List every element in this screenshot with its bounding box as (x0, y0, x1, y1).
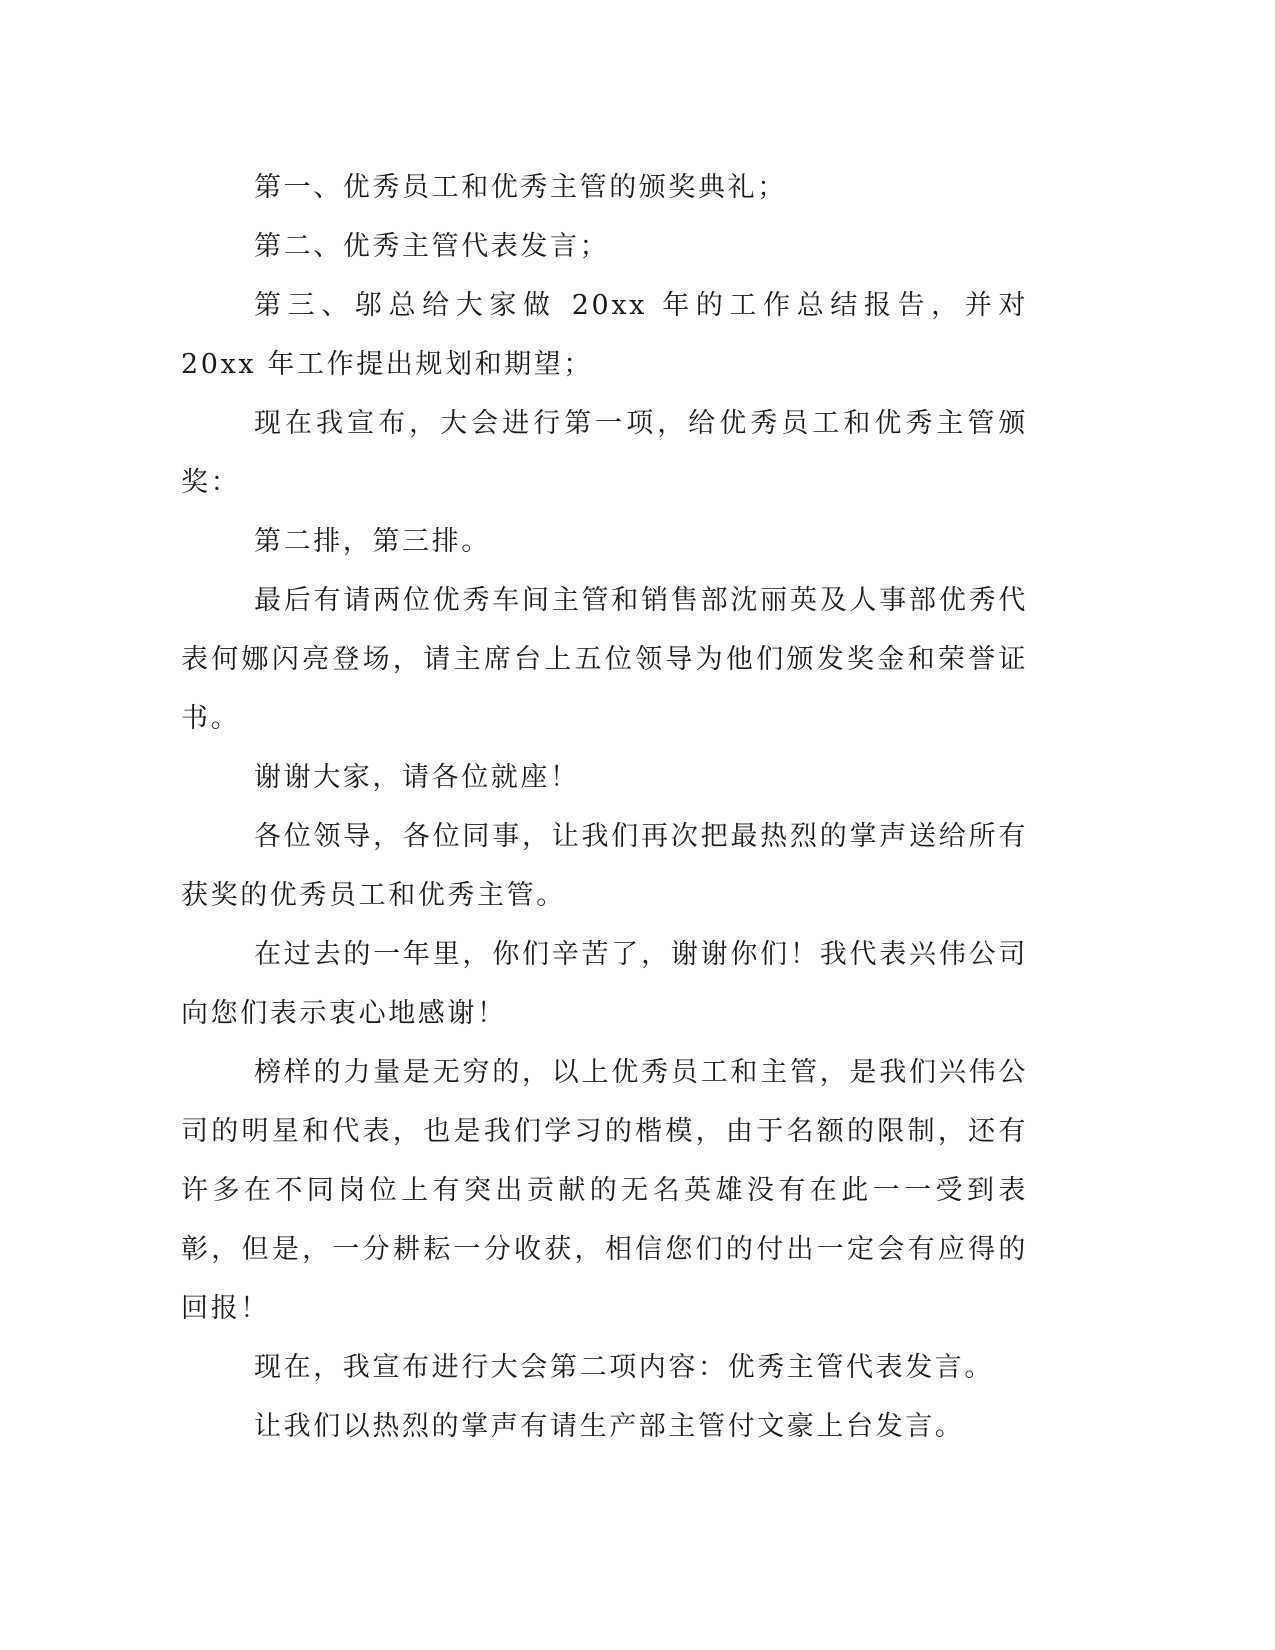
paragraph-rows: 第二排，第三排。 (254, 526, 491, 557)
document-body (181, 158, 1040, 1456)
paragraph-thanks: 在过去的一年里，你们辛苦了，谢谢你们！我代表兴伟公司向您们表示衷心地感谢！ (181, 939, 1028, 1029)
paragraph-agenda-3: 第三、邬总给大家做 20xx 年的工作总结报告，并对 20xx 年工作提出规划和期望； (181, 290, 1040, 380)
paragraph-agenda-1: 第一、优秀员工和优秀主管的颁奖典礼； (254, 172, 787, 203)
paragraph-invite-awardees: 最后有请两位优秀车间主管和销售部沈丽英及人事部优秀代表何娜闪亮登场，请主席台上五位领导为他们颁发奖金和荣誉证书。 (181, 585, 1028, 734)
paragraph-announce-second-item: 现在，我宣布进行大会第二项内容：优秀主管代表发言。 (254, 1352, 994, 1383)
paragraph-invite-speaker: 让我们以热烈的掌声有请生产部主管付文豪上台发言。 (254, 1411, 965, 1442)
paragraph-please-sit: 谢谢大家，请各位就座！ (254, 762, 580, 793)
paragraph-role-models: 榜样的力量是无穷的，以上优秀员工和主管，是我们兴伟公司的明星和代表，也是我们学习的楷模，由于名额的限制，还有许多在不同岗位上有突出贡献的无名英雄没有在此一一受到表彰，但是，一分耕耘一分收获，相信您们的付出一定会有应得的回报！ (181, 1057, 1028, 1324)
paragraph-applause: 各位领导，各位同事，让我们再次把最热烈的掌声送给所有获奖的优秀员工和优秀主管。 (181, 821, 1028, 911)
paragraph-agenda-2: 第二、优秀主管代表发言； (254, 231, 610, 262)
paragraph-announce-first-item: 现在我宣布，大会进行第一项，给优秀员工和优秀主管颁奖： (181, 408, 1028, 498)
